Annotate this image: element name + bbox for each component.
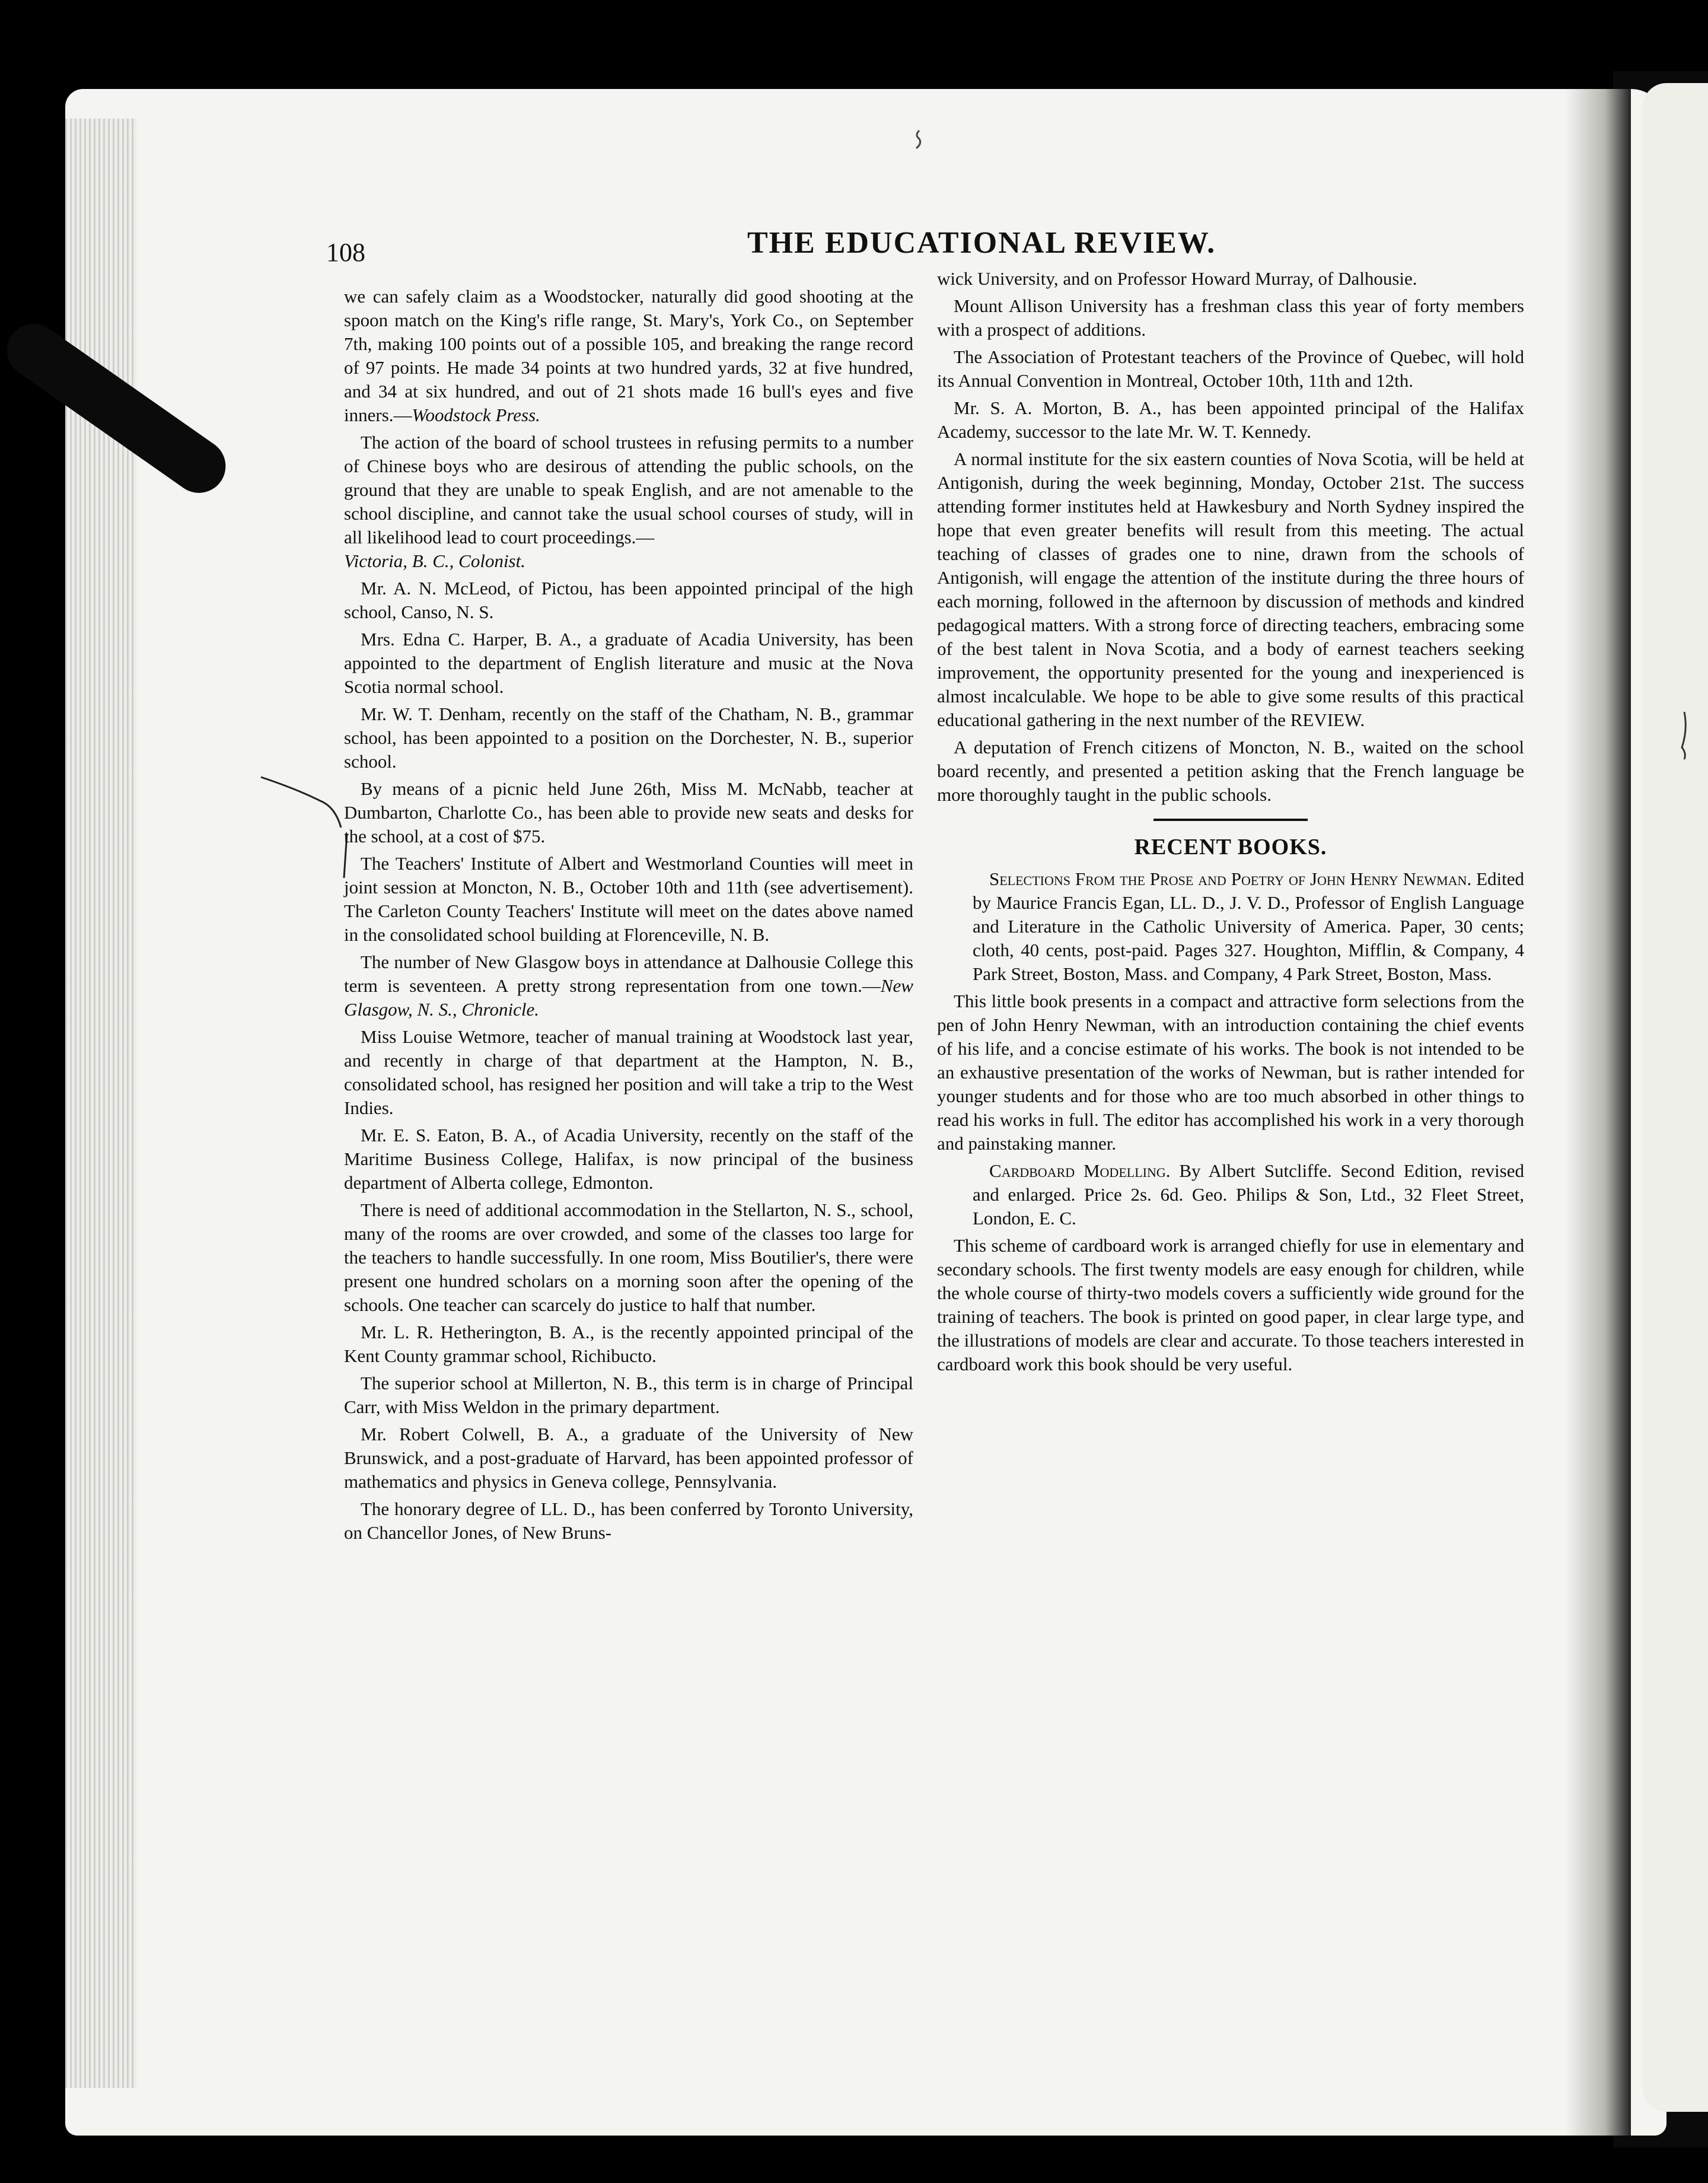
book-title: Cardboard Modelling.	[989, 1160, 1171, 1181]
book-entry	[937, 867, 1524, 986]
edge-mark	[1682, 712, 1685, 759]
pencil-mark-top	[916, 131, 920, 148]
paragraph: The superior school at Millerton, N. B., this term is in charge of Principal Carr, with Miss Weldon in the primary department.	[344, 1373, 913, 1417]
paragraph: The number of New Glasgow boys in attendance at Dalhousie College this term is seventeen. A pretty strong representation from one town.—New Glasgow, N. S., Chronicle.	[344, 952, 913, 1020]
section-heading: RECENT BOOKS.	[1134, 835, 1327, 860]
book-review: This scheme of cardboard work is arranged chiefly for use in elementary and secondary schools. The first twenty models are easy enough for children, while the whole course of thirty-two models covers a sufficiently wide ground for the training of teachers. The book is printed on good paper, in clear large type, and the illustrations of models are clear and accurate. To those teachers interested in cardboard work this book should be very useful.	[937, 1235, 1524, 1374]
page-header	[326, 225, 1536, 273]
running-title: THE EDUCATIONAL REVIEW.	[747, 226, 1216, 260]
left-column	[344, 285, 913, 1548]
paragraph: Mount Allison University has a freshman class this year of forty members with a prospect of additions.	[937, 295, 1524, 340]
paragraph: A normal institute for the six eastern counties of Nova Scotia, will be held at Antigonish, during the week beginning, Monday, October 21st. The success attending former institutes held at Hawkesbury and North Sydney inspired the hope that even greater benefits will result from this meeting. The actual teaching of classes of grades one to nine, drawn from the schools of Antigonish, will engage the attention of the institute during the three hours of each morning, followed in the afternoon by discussion of methods and kindred pedagogical matters. With a strong force of directing teachers, embracing some of the best talent in Nova Scotia, and a body of earnest teachers seeking improvement, the opportunity presented for the young and inexperienced is almost incalculable. We hope to be able to give some results of this practical educational gathering in the next number of the REVIEW.	[937, 448, 1524, 730]
book-entry	[937, 1159, 1524, 1230]
paragraph: Mr. L. R. Hetherington, B. A., is the recently appointed principal of the Kent County grammar school, Richibucto.	[344, 1322, 913, 1366]
book-review: This little book presents in a compact and attractive form selections from the pen of John Henry Newman, with an introduction containing the chief events of his life, and a concise estimate of his works. The book is not intended to be an exhaustive presentation of the works of Newman, but is rather intended for younger students and for those who are too much absorbed in other things to read his works in full. The editor has accomplished his work in a very thorough and painstaking manner.	[937, 991, 1524, 1154]
source-citation: New Glasgow, N. S., Chronicle.	[344, 975, 913, 1020]
pencil-bracket-mark	[261, 777, 341, 828]
paragraph: Mr. Robert Colwell, B. A., a graduate of the University of New Brunswick, and a post-graduate of Harvard, has been appointed professor of mathematics and physics in Geneva college, Pennsylvania.	[344, 1424, 913, 1492]
paragraph: Mr. A. N. McLeod, of Pictou, has been appointed principal of the high school, Canso, N. S.	[344, 578, 913, 622]
paragraph: Mr. S. A. Morton, B. A., has been appointed principal of the Halifax Academy, successor to the late Mr. W. T. Kennedy.	[937, 397, 1524, 442]
paragraph: By means of a picnic held June 26th, Miss M. McNabb, teacher at Dumbarton, Charlotte Co., has been able to provide new seats and desks for the school, at a cost of $75.	[344, 778, 913, 847]
paragraph: we can safely claim as a Woodstocker, naturally did good shooting at the spoon match on the King's rifle range, St. Mary's, York Co., on September 7th, making 100 points out of a possible 105, and breaking the range record of 97 points. He made 34 points at two hundred yards, 32 at five hundred, and 34 at six hundred, and out of 21 shots made 16 bull's eyes and five inners.—Woodstock Press.	[344, 286, 913, 425]
book-details: Edited by Maurice Francis Egan, LL. D., J. V. D., Professor of English Language and Literature in the Catholic University of America. Paper, 30 cents; cloth, 40 cents, post-paid. Pages 327. Houghton, Mifflin, & Company, 4 Park Street, Boston, Mass. and Company, 4 Park Street, Boston, Mass.	[973, 868, 1525, 984]
paragraph: Mrs. Edna C. Harper, B. A., a graduate of Acadia University, has been appointed to the department of English literature and music at the Nova Scotia normal school.	[344, 629, 913, 697]
section-divider	[1153, 819, 1308, 821]
paragraph: A deputation of French citizens of Moncton, N. B., waited on the school board recently, and presented a petition asking that the French language be more thoroughly taught in the public schools.	[937, 737, 1524, 805]
book-details: By Albert Sutcliffe. Second Edition, revised and enlarged. Price 2s. 6d. Geo. Philips & Son, Ltd., 32 Fleet Street, London, E. C.	[973, 1160, 1524, 1229]
book-title: Selections From the Prose and Poetry of John Henry Newman.	[989, 868, 1472, 889]
paragraph: Miss Louise Wetmore, teacher of manual training at Woodstock last year, and recently in charge of that department at the Hampton, N. B., consolidated school, has resigned her position and will take a trip to the West Indies.	[344, 1026, 913, 1118]
paragraph: The Association of Protestant teachers of the Province of Quebec, will hold its Annual Convention in Montreal, October 10th, 11th and 12th.	[937, 346, 1524, 391]
paragraph: The honorary degree of LL. D., has been conferred by Toronto University, on Chancellor Jones, of New Bruns-	[344, 1498, 913, 1543]
paragraph: Mr. E. S. Eaton, B. A., of Acadia University, recently on the staff of the Maritime Business College, Halifax, is now principal of the business department of Alberta college, Edmonton.	[344, 1125, 913, 1193]
paragraph: wick University, and on Professor Howard Murray, of Dalhousie.	[937, 268, 1417, 289]
paragraph: Mr. W. T. Denham, recently on the staff of the Chatham, N. B., grammar school, has been appointed to a position on the Dorchester, N. B., superior school.	[344, 704, 913, 772]
page-number: 108	[326, 238, 365, 267]
paragraph: There is need of additional accommodation in the Stellarton, N. S., school, many of the rooms are over crowded, and some of the classes too large for the teachers to handle successfully. In one room, Miss Boutilier's, there were present one hundred scholars on a morning soon after the opening of the schools. One teacher can scarcely do justice to half that number.	[344, 1199, 913, 1315]
paragraph: The action of the board of school trustees in refusing permits to a number of Chinese boys who are desirous of attending the public schools, on the ground that they are unable to speak English, and are not amenable to the school discipline, and cannot take the usual school courses of study, will in all likelihood lead to court proceedings.— Victoria, B. C., Colonist.	[344, 432, 913, 571]
source-citation: Victoria, B. C., Colonist.	[344, 550, 525, 571]
paragraph: The Teachers' Institute of Albert and Westmorland Counties will meet in joint session at Moncton, N. B., October 10th and 11th (see advertisement). The Carleton County Teachers' Institute will meet on the dates above named in the consolidated school building at Florenceville, N. B.	[344, 853, 913, 945]
right-column	[937, 267, 1524, 1380]
source-citation: Woodstock Press.	[412, 405, 540, 425]
